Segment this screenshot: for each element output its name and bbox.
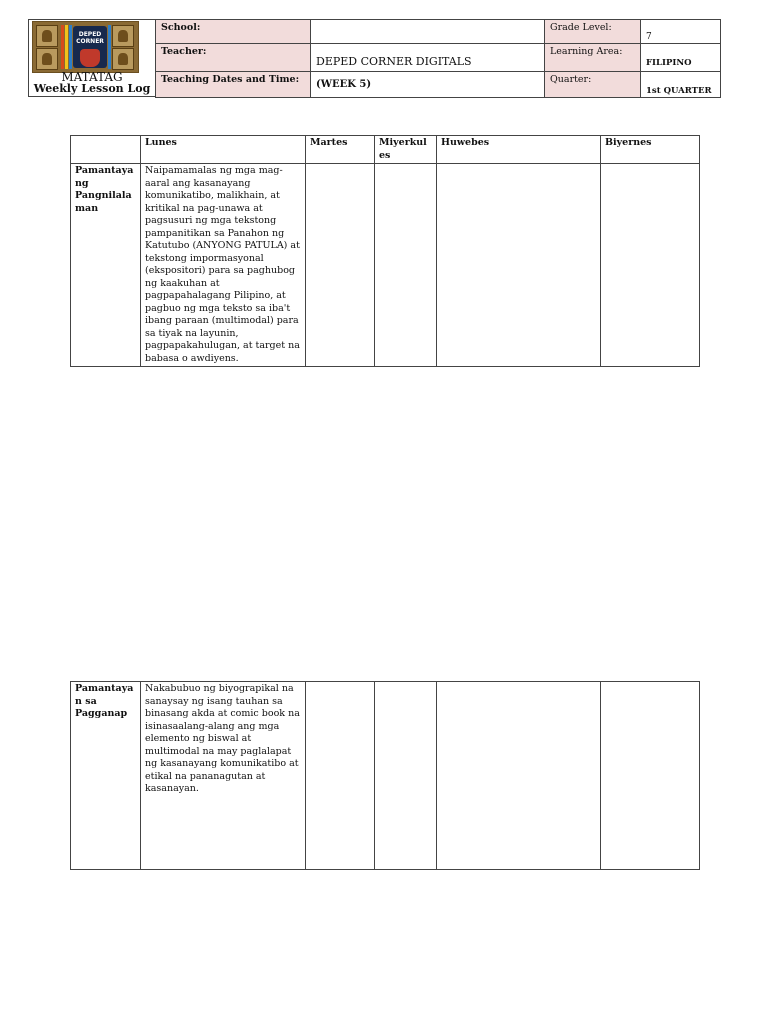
biyernes-content-cell <box>601 164 700 367</box>
day-header-miyerkules: Miyerkules <box>375 136 437 164</box>
header-logo-cell <box>28 19 156 97</box>
grade-label: Grade Level: <box>550 22 612 33</box>
row-label-pamantayang-pangnilalaman: Pamantayang Pangnilalaman <box>71 164 141 367</box>
miyerkules-content-cell <box>375 164 437 367</box>
lunes-content-cell: Naipamamalas ng mga mag-aaral ang kasanayang komunikatibo, malikhain, at kritikal na pag-unawa at pagsusuri ng mga tekstong pampanitikan sa Panahon ng Katutubo (ANYONG PATULA) at tekstong impormasyonal (ekspositori) para sa paghubog ng kaakuhan at pagpapahalagang Pilipino, at pagbuo ng mga teksto sa iba't ibang paraan (multimodal) para sa tiyak na layunin, pagpapakahulugan, at target na babasa o awdiyens. <box>141 164 306 367</box>
area-label: Learning Area: <box>550 46 623 57</box>
logo-tile <box>36 48 58 70</box>
lesson-log-table-1 <box>70 135 700 367</box>
logo-stripe <box>108 25 111 69</box>
teacher-value: DEPED CORNER DIGITALS <box>316 55 472 68</box>
school-label-cell <box>156 20 311 44</box>
logo-stripe <box>61 25 64 69</box>
lunes-content-cell: Nakabubuo ng biyograpikal na sanaysay ng isang tauhan sa binasang akda at comic book na isinasaalang-alang ang mga elemento ng biswal at multimodal na may paglalapat ng kasanayang komunikatibo at etikal na pananagutan at kasanayan. <box>141 682 306 870</box>
day-header-biyernes: Biyernes <box>601 136 700 164</box>
lesson-log-table-2 <box>70 681 700 870</box>
teacher-label-cell <box>156 44 311 72</box>
dates-value: (WEEK 5) <box>316 79 372 90</box>
row-label-pamantayan-sa-pagganap: Pamantayan sa Pagganap <box>71 682 141 870</box>
miyerkules-content-cell <box>375 682 437 870</box>
dates-label-cell <box>156 72 311 98</box>
grade-value: 7 <box>646 32 652 42</box>
logo-stripe <box>65 25 68 69</box>
area-value: FILIPINO <box>646 58 692 68</box>
logo-center <box>73 26 107 68</box>
header-subtitle: Weekly Lesson Log <box>33 82 151 95</box>
corner-header-cell <box>71 136 141 164</box>
quarter-label-cell <box>545 72 641 98</box>
grade-value-cell <box>641 20 721 44</box>
dates-label: Teaching Dates and Time: <box>161 74 300 85</box>
dates-value-cell <box>311 72 545 98</box>
huwebes-content-cell <box>437 682 601 870</box>
logo-tile <box>112 48 134 70</box>
header-info-table <box>155 19 721 98</box>
martes-content-cell <box>306 164 375 367</box>
area-value-cell <box>641 44 721 72</box>
teacher-label: Teacher: <box>161 46 207 57</box>
day-header-lunes: Lunes <box>141 136 306 164</box>
biyernes-content-cell <box>601 682 700 870</box>
matatag-logo <box>32 21 139 73</box>
huwebes-content-cell <box>437 164 601 367</box>
header-title: MATATAG <box>61 70 123 84</box>
logo-tile <box>36 25 58 47</box>
school-label: School: <box>161 22 201 33</box>
logo-tile <box>112 25 134 47</box>
quarter-value-cell <box>641 72 721 98</box>
school-value-cell <box>311 20 545 44</box>
quarter-label: Quarter: <box>550 74 592 85</box>
grade-label-cell <box>545 20 641 44</box>
school-value <box>316 20 539 31</box>
quarter-value: 1st QUARTER <box>646 86 712 96</box>
logo-stripe <box>69 25 72 69</box>
area-label-cell <box>545 44 641 72</box>
teacher-value-cell <box>311 44 545 72</box>
martes-content-cell <box>306 682 375 870</box>
logo-text: DEPED CORNER <box>76 31 104 45</box>
day-header-huwebes: Huwebes <box>437 136 601 164</box>
day-header-martes: Martes <box>306 136 375 164</box>
